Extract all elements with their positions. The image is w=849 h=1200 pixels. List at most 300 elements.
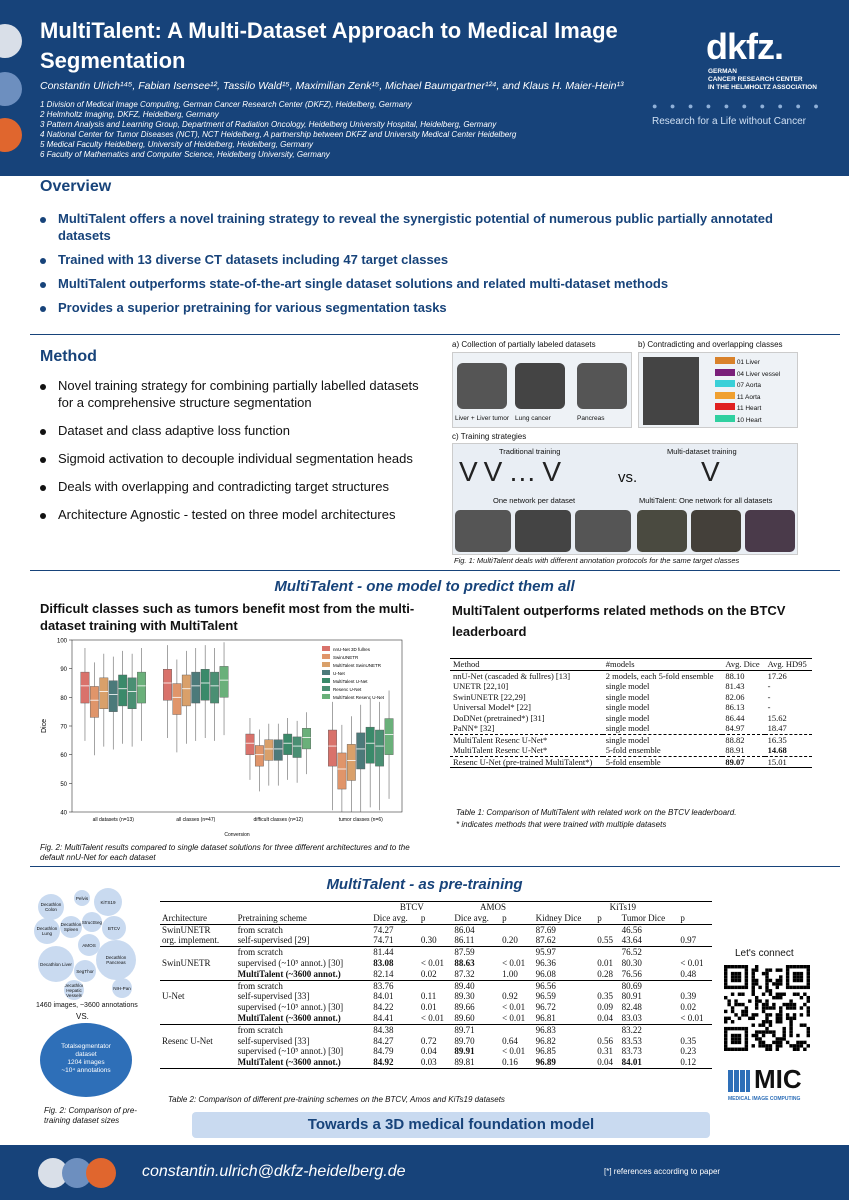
ct-thumbnail	[745, 510, 795, 552]
table-cell: 80.30	[621, 957, 642, 968]
qr-module	[769, 1030, 772, 1033]
qr-module	[765, 999, 768, 1002]
qr-module	[762, 1034, 765, 1037]
table-cell	[160, 969, 236, 980]
qr-module	[807, 1034, 810, 1037]
qr-module	[727, 986, 730, 989]
qr-module	[776, 1041, 779, 1044]
qr-module	[738, 975, 741, 978]
qr-module	[738, 1041, 741, 1044]
box	[302, 728, 310, 749]
qr-module	[776, 968, 779, 971]
qr-module	[745, 1034, 748, 1037]
fig1-panel-b-title: b) Contradicting and overlapping classes	[638, 340, 783, 349]
table-cell: single model	[605, 712, 650, 723]
qr-module	[786, 1006, 789, 1009]
table-row	[160, 991, 712, 1002]
table-cell: 0.04	[597, 1057, 613, 1068]
logo-dots: ● ● ● ● ● ● ● ● ● ●	[652, 101, 824, 111]
table-cell: 96.59	[535, 991, 556, 1002]
table-cell: 84.38	[373, 1024, 394, 1035]
traditional-label: Traditional training	[499, 447, 561, 456]
box	[274, 740, 282, 761]
qr-module	[765, 1017, 768, 1020]
box	[109, 681, 117, 712]
table-cell: 0.03	[420, 1057, 437, 1068]
qr-module	[789, 1027, 792, 1030]
qr-module	[738, 1037, 741, 1040]
y-tick-label: 60	[60, 753, 67, 760]
qr-module	[745, 1044, 748, 1047]
box	[385, 719, 393, 755]
qr-module	[762, 1044, 765, 1047]
qr-module	[765, 1003, 768, 1006]
dataset-bubble: NIH-Pan	[112, 978, 132, 998]
qr-module	[782, 993, 785, 996]
table-row	[450, 692, 812, 703]
foundation-banner: Towards a 3D medical foundation model	[192, 1112, 710, 1138]
qr-module	[752, 972, 755, 975]
qr-module	[789, 1017, 792, 1020]
table-cell: 0.12	[680, 1057, 697, 1068]
table-cell: 82.06	[725, 691, 745, 702]
table-cell: < 0.01	[502, 1012, 526, 1023]
qr-module	[758, 1023, 761, 1026]
table-cell: 96.81	[535, 1012, 556, 1023]
qr-module	[765, 972, 768, 975]
qr-module	[724, 975, 727, 978]
dataset-bubble: BTCV	[102, 916, 126, 940]
table-cell: < 0.01	[502, 957, 526, 968]
table-cell: 80.69	[621, 980, 642, 991]
list-item: Deals with overlapping and contradicting target structures	[40, 478, 430, 495]
qr-module	[789, 1044, 792, 1047]
qr-module	[789, 999, 792, 1002]
table-cell: 82.14	[373, 968, 394, 979]
table-row	[160, 1024, 712, 1035]
table-cell: 88.91	[725, 745, 745, 755]
qr-module	[745, 1006, 748, 1009]
qr-module	[727, 1027, 730, 1030]
box	[293, 737, 301, 758]
box	[375, 730, 383, 766]
qr-module	[731, 1010, 734, 1013]
qr-module	[793, 1013, 796, 1016]
table-cell: 0.20	[502, 935, 518, 946]
qr-module	[755, 999, 758, 1002]
table2-caption: Table 2: Comparison of different pre-training schemes on the BTCV, Amos and KiTs19 datasets	[168, 1095, 505, 1104]
qr-module	[807, 1027, 810, 1030]
qr-module	[734, 986, 737, 989]
qr-module	[769, 1020, 772, 1023]
qr-module	[727, 965, 730, 968]
qr-module	[752, 1013, 755, 1016]
table-cell: 83.73	[621, 1046, 642, 1057]
qr-module	[752, 968, 755, 971]
qr-module	[800, 972, 803, 975]
fig1-legend: 01 Liver 04 Liver vessel 07 Aorta 11 Aorta 11 Heart 10 Heart	[715, 357, 780, 426]
table-cell: SwinUNETR [22,29]	[453, 691, 526, 702]
qr-module	[745, 965, 748, 968]
legend-label: MultiTalent Resenc U-Net	[333, 695, 385, 700]
dkfz-tagline: Research for a Life without Cancer	[652, 116, 806, 127]
qr-module	[758, 1037, 761, 1040]
table-1: Method #models Avg. Dice Avg. HD95 nnU-Net (cascaded & fullres) [13] 2 models, each 5-fold ensemble 88.10 17.26 UNETR [22,10] single model 81.43 - SwinUNETR [22,29] single model 82.06 - Universal Model* [22] single model 86.13 - DoDNet (pretrained*) [31] single model 86.44 15.62 PaNN* [32] single model 84.97 18.47 MultiTalent Resenc U-Net* single model 88.82 16.35 MultiTalent Resenc U-Net* 5-fold ensemble 88.91 14.68 Resenc U-Net (pre-trained MultiTalent*) 5-fold ensemble 89.07 15.01	[450, 658, 812, 768]
qr-module	[741, 993, 744, 996]
qr-module	[755, 1034, 758, 1037]
qr-module	[800, 975, 803, 978]
legend-swatch	[322, 678, 330, 683]
qr-module	[772, 996, 775, 999]
qr-module	[755, 965, 758, 968]
qr-module	[803, 1023, 806, 1026]
qr-module	[779, 1037, 782, 1040]
qr-module	[793, 1017, 796, 1020]
qr-module	[731, 1048, 734, 1051]
table-cell: supervised (~10⁵ annot.) [30]	[237, 957, 344, 968]
qr-module	[765, 1020, 768, 1023]
fig1-caption: Fig. 1: MultiTalent deals with different annotation protocols for the same target classes	[454, 556, 740, 565]
box	[328, 730, 336, 766]
ct-thumbnail	[637, 510, 687, 552]
table-2: BTCV AMOS KiTs19 Architecture Pretraining scheme Dice avg. p Dice avg. p Kidney Dice p Tumor Dice p SwinUNETR from scratch 74.27 86.04 87.69 46.56 org. implement. self-supervised [29] 74.71 0.30 86.11 0.20 87.62 0.55 43.64 0.97 from scratch 81.44 87.59 95.97 76.52 SwinUNETR supervised (~10⁵ annot.) [30] 83.08 < 0.01 88.63 < 0.01 96.36 0.01 80.30 < 0.01 MultiTalent (~3600 annot.) 82.14 0.02 87.32 1.00 96.08 0.28 76.56 0.48 from scratch 83.76 89.40 96.56 80.69 U-Net self-supervised [33] 84.01 0.11 89.30 0.92 96.59 0.35 80.91 0.39 supervised (~10⁵ annot.) [30] 84.22 0.01 89.66 < 0.01 96.72 0.09 82.48 0.02 MultiTalent (~3600 annot.) 84.41 < 0.01 89.60 < 0.01 96.81 0.04 83.03 < 0.01 from scratch 84.38 89.71 96.83 83.22 Resenc U-Net self-supervised [33] 84.27 0.72 89.70 0.64 96.82 0.56 83.53 0.35 supervised (~10⁵ annot.) [30] 84.79 0.04 89.91 < 0.01 96.85 0.31 83.73 0.23 MultiTalent (~3600 annot.) 84.92 0.03 89.81 0.16 96.89 0.04 84.01 0.12	[160, 901, 712, 1069]
qr-module	[758, 1044, 761, 1047]
qr-module	[779, 996, 782, 999]
table-cell	[678, 924, 712, 935]
qr-module	[793, 1006, 796, 1009]
qr-module	[731, 965, 734, 968]
qr-module	[796, 1048, 799, 1051]
dataset-bubble: StructSeg	[82, 912, 102, 932]
qr-module	[731, 1027, 734, 1030]
qr-module	[803, 993, 806, 996]
table-row	[450, 681, 812, 692]
qr-module	[734, 1041, 737, 1044]
qr-module	[786, 1041, 789, 1044]
box	[246, 734, 254, 755]
table-cell: 88.63	[454, 957, 475, 968]
list-item: Novel training strategy for combining partially labelled datasets for a comprehensive structure segmentation	[40, 377, 430, 411]
table-row	[160, 969, 712, 980]
qr-module	[807, 972, 810, 975]
qr-module	[762, 993, 765, 996]
decor-circle	[0, 24, 22, 58]
table-cell: single model	[605, 734, 650, 745]
table-cell: self-supervised [33]	[237, 991, 310, 1002]
table-cell: MultiTalent Resenc U-Net*	[453, 734, 548, 745]
y-tick-label: 50	[60, 781, 67, 788]
table-cell: 5-fold ensemble	[605, 745, 661, 755]
table-cell: 17.26	[767, 670, 787, 681]
box	[128, 678, 136, 709]
table-row	[160, 935, 712, 946]
table-cell	[419, 947, 453, 958]
table-cell: from scratch	[237, 924, 283, 935]
qr-module	[762, 1041, 765, 1044]
table-cell: 84.22	[373, 1002, 394, 1013]
contact-email[interactable]: constantin.ulrich@dkfz-heidelberg.de	[142, 1163, 406, 1180]
qr-module	[734, 1013, 737, 1016]
table-cell: 0.31	[597, 1046, 613, 1057]
table-cell	[160, 1002, 236, 1013]
qr-module	[779, 1006, 782, 1009]
qr-module	[793, 975, 796, 978]
qr-module	[734, 1048, 737, 1051]
qr-module	[724, 968, 727, 971]
table-cell: 86.13	[725, 702, 745, 712]
qr-module	[776, 986, 779, 989]
qr-module	[738, 972, 741, 975]
qr-module	[752, 993, 755, 996]
network-icons: VV…V	[459, 456, 568, 487]
qr-module	[789, 1030, 792, 1033]
table-cell: 0.16	[502, 1057, 518, 1068]
table-cell	[500, 947, 534, 958]
qr-module	[796, 1034, 799, 1037]
table-row	[160, 1013, 712, 1024]
network-icon: V	[701, 456, 720, 487]
table-row	[450, 745, 812, 756]
ct-thumbnail	[575, 510, 631, 552]
qr-module	[793, 993, 796, 996]
dataset-bubble: AMOS	[78, 934, 100, 956]
qr-module	[776, 993, 779, 996]
qr-module	[738, 993, 741, 996]
qr-module	[745, 1030, 748, 1033]
table-row	[160, 958, 712, 969]
method-heading: Method	[40, 348, 97, 365]
qr-module	[786, 1013, 789, 1016]
table-cell: 87.32	[454, 968, 475, 979]
qr-module	[800, 1013, 803, 1016]
table1-note: * indicates methods that were trained with multiple datasets	[456, 820, 667, 829]
qr-module	[765, 1006, 768, 1009]
table-cell: 0.04	[597, 1012, 613, 1023]
table-cell: < 0.01	[680, 1012, 704, 1023]
table-cell: 5-fold ensemble	[605, 756, 661, 767]
table-cell: 83.03	[621, 1012, 642, 1023]
dataset-bubble: Pelvis	[74, 890, 90, 906]
legend-label: MultiTalent U-Net	[333, 679, 368, 684]
table-cell: U-Net	[162, 991, 185, 1002]
table-cell	[678, 980, 712, 991]
table-cell: self-supervised [33]	[237, 1035, 310, 1046]
qr-module	[807, 1013, 810, 1016]
table-cell: 87.62	[535, 935, 556, 946]
qr-module	[786, 975, 789, 978]
qr-module	[796, 979, 799, 982]
qr-module	[741, 986, 744, 989]
qr-module	[731, 1037, 734, 1040]
qr-module	[738, 1003, 741, 1006]
qr-module	[796, 1044, 799, 1047]
qr-module	[734, 975, 737, 978]
qr-module	[765, 1013, 768, 1016]
legend-label: Resenc U-Net	[333, 687, 362, 692]
qr-module	[738, 1034, 741, 1037]
qr-module	[793, 979, 796, 982]
table-cell: < 0.01	[502, 1046, 526, 1057]
affiliations: 1 Division of Medical Image Computing, German Cancer Research Center (DKFZ), Heidelberg, Germany 2 Helmholtz Imaging, DKFZ, Heidelberg, Germany 3 Pattern Analysis and Learning Group, Department of Radiation Oncology, Heidelberg University Hospital, Heidelberg, Germany 4 National Center for Tumor Diseases (NCT), NCT Heidelberg, A partnership between DKFZ and University Medical Center Heidelberg 5 Medical Faculty Heidelberg, University of Heidelberg, Heidelberg, Germany 6 Faculty of Mathematics and Computer Science, Heidelberg University, Germany	[40, 100, 517, 159]
table-cell: 84.01	[621, 1057, 642, 1068]
qr-module	[786, 972, 789, 975]
qr-module	[765, 982, 768, 985]
table-cell: -	[767, 702, 771, 712]
qr-module	[765, 1030, 768, 1033]
multi-label: Multi-dataset training	[667, 447, 737, 456]
decor-circle	[86, 1158, 116, 1188]
qr-module	[807, 999, 810, 1002]
table-cell: 0.56	[597, 1035, 613, 1046]
table-cell: UNETR [22,10]	[453, 681, 509, 691]
qr-module	[745, 972, 748, 975]
qr-module	[738, 979, 741, 982]
table-cell: supervised (~10⁵ annot.) [30]	[237, 1002, 344, 1013]
table-cell: Resenc U-Net (pre-trained MultiTalent*)	[453, 756, 593, 767]
table-row	[160, 947, 712, 958]
box-plot-chart	[38, 636, 442, 836]
qr-module	[752, 1017, 755, 1020]
qr-module	[765, 989, 768, 992]
qr-module	[745, 1027, 748, 1030]
qr-code[interactable]	[724, 965, 810, 1051]
box	[100, 678, 108, 709]
qr-module	[779, 1044, 782, 1047]
dataset-summary: 1460 images, ~3600 annotations	[36, 1002, 138, 1009]
table-cell: 0.64	[502, 1035, 518, 1046]
mic-logo-grid	[728, 1070, 750, 1092]
qr-module	[796, 1041, 799, 1044]
y-tick-label: 70	[60, 724, 67, 731]
table-cell: from scratch	[237, 1024, 283, 1035]
table-cell: 96.83	[535, 1024, 556, 1035]
table-row	[450, 702, 812, 713]
list-item: Dataset and class adaptive loss function	[40, 422, 430, 439]
table-cell: < 0.01	[420, 957, 444, 968]
qr-module	[734, 999, 737, 1002]
qr-module	[769, 968, 772, 971]
x-tick-label: difficult classes (n=12)	[253, 817, 304, 823]
qr-module	[786, 982, 789, 985]
box	[137, 672, 145, 703]
qr-module	[796, 986, 799, 989]
table-cell: 1.00	[502, 968, 518, 979]
qr-module	[807, 986, 810, 989]
qr-module	[755, 979, 758, 982]
dataset-bubble: Decathlon Lung	[34, 918, 60, 944]
qr-module	[752, 975, 755, 978]
qr-module	[807, 996, 810, 999]
table-cell: < 0.01	[680, 957, 704, 968]
dataset-bubble: SegThor	[74, 960, 96, 982]
qr-module	[762, 1006, 765, 1009]
qr-module	[734, 1034, 737, 1037]
table-cell: 76.52	[621, 947, 642, 958]
table-cell: 80.91	[621, 991, 642, 1002]
qr-module	[776, 996, 779, 999]
table-cell	[160, 980, 236, 991]
y-tick-label: 100	[56, 638, 67, 645]
table-cell: MultiTalent (~3600 annot.)	[237, 968, 341, 979]
table-cell: 18.47	[767, 723, 787, 733]
qr-module	[752, 989, 755, 992]
table-cell: 0.28	[597, 968, 613, 979]
qr-module	[807, 1010, 810, 1013]
qr-module	[769, 1048, 772, 1051]
table-cell: 89.71	[454, 1024, 475, 1035]
qr-module	[772, 1006, 775, 1009]
qr-module	[724, 1030, 727, 1033]
fig1-panel-b	[638, 352, 798, 428]
qr-module	[724, 1017, 727, 1020]
qr-module	[789, 965, 792, 968]
qr-module	[724, 1010, 727, 1013]
table-cell: PaNN* [32]	[453, 723, 495, 733]
qr-module	[762, 1003, 765, 1006]
qr-module	[758, 999, 761, 1002]
table-cell: 89.60	[454, 1012, 475, 1023]
qr-module	[772, 982, 775, 985]
qr-module	[724, 1034, 727, 1037]
qr-module	[800, 1044, 803, 1047]
table-cell: 89.70	[454, 1035, 475, 1046]
qr-module	[776, 1037, 779, 1040]
qr-module	[745, 1048, 748, 1051]
qr-module	[793, 972, 796, 975]
table-cell: 0.35	[597, 991, 613, 1002]
qr-module	[779, 979, 782, 982]
table-cell: -	[767, 681, 771, 691]
qr-module	[738, 1017, 741, 1020]
qr-module	[731, 1034, 734, 1037]
qr-module	[765, 986, 768, 989]
qr-module	[789, 1020, 792, 1023]
qr-module	[789, 1034, 792, 1037]
qr-module	[793, 1048, 796, 1051]
references-note: [*] references according to paper	[604, 1167, 721, 1176]
box	[81, 672, 89, 703]
qr-module	[765, 1048, 768, 1051]
table-cell	[500, 924, 534, 935]
decor-circle	[0, 72, 22, 106]
table-cell: 86.04	[454, 924, 475, 935]
qr-module	[786, 1017, 789, 1020]
qr-module	[745, 979, 748, 982]
list-item: Sigmoid activation to decouple individual segmentation heads	[40, 450, 430, 467]
table-cell: 84.79	[373, 1046, 394, 1057]
box	[210, 672, 218, 703]
qr-module	[755, 996, 758, 999]
qr-module	[724, 1044, 727, 1047]
box	[163, 669, 171, 700]
table-cell: 0.09	[597, 1002, 613, 1013]
table-cell	[678, 1024, 712, 1035]
legend-swatch	[322, 662, 330, 667]
table-cell: 14.68	[767, 745, 787, 755]
qr-module	[724, 1027, 727, 1030]
qr-module	[731, 1041, 734, 1044]
legend-label: SwinUNETR	[333, 655, 359, 660]
table-cell: < 0.01	[502, 1002, 526, 1013]
qr-module	[803, 1041, 806, 1044]
qr-module	[779, 982, 782, 985]
qr-module	[779, 1017, 782, 1020]
qr-module	[800, 979, 803, 982]
qr-module	[755, 968, 758, 971]
x-axis-label: Conversion	[224, 832, 250, 836]
qr-module	[779, 968, 782, 971]
table-cell: 96.89	[535, 1057, 556, 1068]
